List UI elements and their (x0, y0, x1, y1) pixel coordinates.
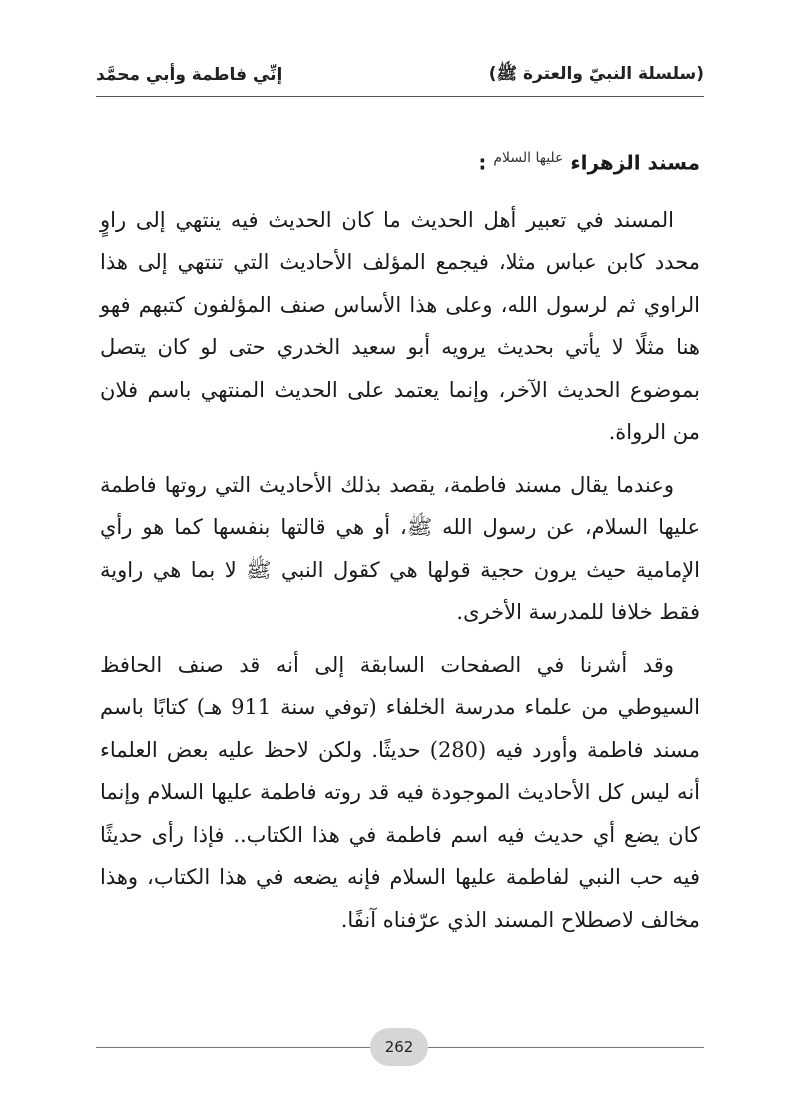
page-number-badge (370, 1028, 428, 1066)
paragraph: وقد أشرنا في الصفحات السابقة إلى أنه قد صنف الحافظ السيوطي من علماء مدرسة الخلفاء (توفي سنة 911 هـ) كتابًا باسم مسند فاطمة وأورد فيه (280) حديثًا. ولكن لاحظ عليه بعض العلماء أنه ليس كل الأحاديث الموجودة فيه قد روته فاطمة عليها السلام وإنما كان يضع أي حديث فيه اسم فاطمة في هذا الكتاب.. فإذا رأى حديثًا فيه حب النبي لفاطمة عليها السلام فإنه يضعه في هذا الكتاب، وهذا مخالف لاصطلاح المسند الذي عرّفناه آنفًا. (100, 652, 700, 932)
header-divider (96, 96, 704, 97)
section-title-text: مسند الزهراء (570, 150, 700, 175)
running-header (96, 58, 704, 92)
paragraph: وعندما يقال مسند فاطمة، يقصد بذلك الأحاديث التي روتها فاطمة عليها السلام، عن رسول الله ﷺ، أو هي قالتها بنفسها كما هو رأي الإمامية حيث يرون حجية قولها هي كقول النبي ﷺ لا بما هي راوية فقط خلافا للمدرسة الأخرى. (100, 472, 700, 625)
section-heading (100, 140, 700, 181)
page-body (100, 140, 700, 951)
paragraph: المسند في تعبير أهل الحديث ما كان الحديث فيه ينتهي إلى راوٍ محدد كابن عباس مثلا، فيجمع المؤلف الأحاديث التي تنتهي إلى هذا الراوي ثم لرسول الله، وعلى هذا الأساس صنف المؤلفون كتبهم فهو هنا مثلًا لا يأتي بحديث يرويه أبو سعيد الخدري حتى لو كان يتصل بموضوع الحديث الآخر، وإنما يعتمد على الحديث المنتهي باسم فلان من الرواة. (100, 207, 700, 445)
section-title-colon: : (478, 150, 487, 175)
series-title: (سلسلة النبيّ والعترة ﷺ) (488, 63, 704, 84)
page-number: 262 (384, 1038, 414, 1056)
book-title: إنِّي فاطمة وأبي محمَّد (96, 65, 283, 85)
honorific-mark: عليها السلام (493, 150, 564, 166)
